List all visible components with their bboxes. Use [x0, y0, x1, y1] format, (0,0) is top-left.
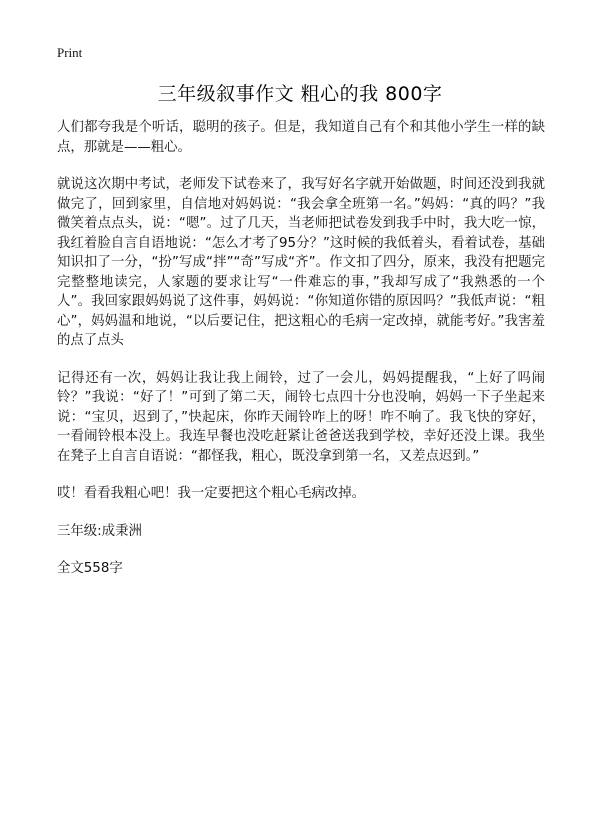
paragraph-intro: 人们都夸我是个听话，聪明的孩子。但是，我知道自己有个和其他小学生一样的缺点，那就是——粗心。 — [57, 120, 545, 155]
word-count: 全文558字 — [57, 561, 123, 576]
article-title: 三年级叙事作文 粗心的我 800字 — [157, 83, 443, 105]
paragraph-exam: 就说这次期中考试，老师发下试卷来了，我写好名字就开始做题，时间还没到我就做完了，回到家里，自信地对妈妈说：“我会拿全班第一名。”妈妈：“真的吗？”我微笑着点点头，说：“嗯”。过了几天，当老师把试卷发到我手中时，我大吃一惊，我红着脸自言自语地说：“怎么才考了95分？”这时候的我低着头，看着试卷，基础知识扣了一分，“扮”写成“拌”“奇”写成“齐”。作文扣了四分，原来，我没有把题完完整整地读完，人家题的要求让写“一件难忘的事，”我却写成了“我熟悉的一个人”。我回家跟妈妈说了这件事，妈妈说：“你知道你错的原因吗？”我低声说：“粗心”，妈妈温和地说，“以后要记住，把这粗心的毛病一定改掉，就能考好。”我害羞的点了点头 — [57, 177, 545, 348]
author-line: 三年级:成秉洲 — [57, 523, 142, 539]
paragraph-conclusion: 哎！看看我粗心吧！我一定要把这个粗心毛病改掉。 — [57, 486, 365, 501]
print-link[interactable]: Print — [57, 45, 83, 60]
article-body — [57, 118, 545, 597]
paragraph-alarm: 记得还有一次，妈妈让我让我上闹铃，过了一会儿，妈妈提醒我，“上好了吗闹铃？”我说：“好了！”可到了第二天，闹铃七点四十分也没响，妈妈一下子坐起来说：“宝贝，迟到了，”快起床，你昨天闹铃咋上的呀！咋不响了。我飞快的穿好，一看闹铃根本没上。我连早餐也没吃赶紧让爸爸送我到学校，幸好还没上课。我坐在凳子上自言自语说：“都怪我，粗心，既没拿到第一名，又差点迟到。” — [57, 370, 545, 464]
